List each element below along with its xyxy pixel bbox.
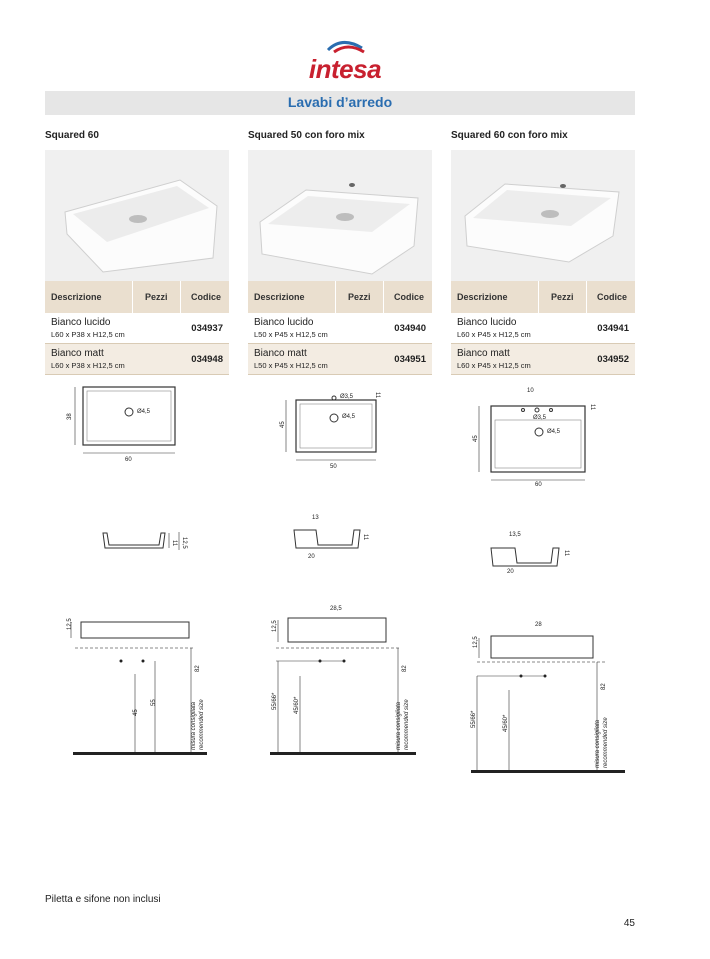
note-it: misura consigliata [595,719,601,768]
product-table [451,281,635,375]
install-top-label: 12,5 [272,620,278,632]
note-en: recommended size [603,717,609,768]
plan-view [280,392,380,470]
depth-label: 38 [67,413,73,420]
install-view [67,618,207,755]
top-width-label: 10 [527,388,534,394]
h2-label: 55/66* [272,692,278,710]
product-code: 034941 [597,323,629,334]
header-code: Codice [394,292,425,302]
tap-offset-label: 11 [374,392,380,399]
rim-label: 11 [362,534,368,541]
note-it: misura consigliata [191,701,197,750]
depth-label: 45 [473,435,479,442]
install-view [471,622,625,773]
header-pieces: Pezzi [551,292,574,302]
product-column-2 [248,130,432,370]
note-en: recommended size [199,699,205,750]
depth-label: 45 [280,421,286,428]
product-code: 034940 [394,323,426,334]
h3-label: 45/60* [294,696,300,714]
product-title: Squared 60 con foro mix [451,130,568,141]
technical-drawings-3 [451,380,641,780]
logo-wave-icon [300,36,390,56]
finish-name: Bianco matt [457,348,510,359]
side-bottom-label: 20 [507,569,514,575]
section-banner [45,91,635,115]
page-title: Lavabi d’arredo [287,94,393,110]
product-photo [451,150,635,281]
side-bottom-label: 20 [308,554,315,560]
hole-label: Ø4,5 [547,429,561,435]
table-header [45,281,229,313]
rim-label: 11 [563,550,569,557]
tap-offset-label: 11 [589,404,595,411]
install-view [270,606,416,755]
product-code: 034952 [597,354,629,365]
finish-name: Bianco lucido [457,317,517,328]
table-row [45,313,229,344]
width-label: 60 [125,457,132,463]
h1-label: 82 [195,665,201,672]
product-code: 034937 [191,323,223,334]
table-row [451,344,635,375]
side-view [103,532,187,550]
basin-image [451,150,635,281]
basin-image [248,150,432,281]
brand-logo [300,36,390,84]
dimensions: L60 x P38 x H12,5 cm [51,361,125,370]
footer-note: Piletta e sifone non inclusi [45,894,161,905]
height-label: 12,5 [181,537,187,549]
header-description: Descrizione [457,292,508,302]
technical-drawings-2 [248,380,438,780]
side-top-label: 13 [312,515,319,521]
h2-label: 55 [151,699,157,706]
product-table [45,281,229,375]
side-view [491,532,569,575]
side-view [294,515,368,560]
technical-drawings-1 [45,380,235,780]
finish-name: Bianco lucido [51,317,111,328]
h1-label: 82 [402,665,408,672]
install-top-label: 12,5 [473,636,479,648]
product-code: 034948 [191,354,223,365]
hole-label: Ø4,5 [342,414,356,420]
dimensions: L60 x P45 x H12,5 cm [457,330,531,339]
page-number: 45 [623,918,635,929]
install-top-label: 12,5 [67,618,73,630]
table-header [248,281,432,313]
table-row [248,313,432,344]
product-title: Squared 50 con foro mix [248,130,365,141]
h3-label: 45 [133,709,139,716]
product-photo [248,150,432,281]
h2-label: 55/66* [471,710,477,728]
dimensions: L60 x P38 x H12,5 cm [51,330,125,339]
h3-label: 45/60* [503,714,509,732]
header-description: Descrizione [51,292,102,302]
rim-label: 11 [171,540,177,547]
span-label: 28 [535,622,542,628]
product-title: Squared 60 [45,130,99,141]
finish-name: Bianco lucido [254,317,314,328]
dimensions: L60 x P45 x H12,5 cm [457,361,531,370]
header-pieces: Pezzi [145,292,168,302]
table-row [45,344,229,375]
finish-name: Bianco matt [254,348,307,359]
plan-view [67,387,175,463]
product-photo [45,150,229,281]
dimensions: L50 x P45 x H12,5 cm [254,361,328,370]
basin-image [45,150,229,281]
header-code: Codice [597,292,628,302]
product-column-1 [45,130,229,370]
tap-label: Ø3,5 [533,415,547,421]
product-code: 034951 [394,354,426,365]
finish-name: Bianco matt [51,348,104,359]
table-header [451,281,635,313]
note-it: misura consigliata [396,701,402,750]
plan-view [473,388,595,488]
side-top-label: 13,5 [509,532,521,538]
product-table [248,281,432,375]
hole-label: Ø4,5 [137,409,151,415]
header-pieces: Pezzi [348,292,371,302]
dimensions: L50 x P45 x H12,5 cm [254,330,328,339]
table-row [248,344,432,375]
header-code: Codice [191,292,222,302]
note-en: recommended size [404,699,410,750]
tap-label: Ø3,5 [340,394,354,400]
width-label: 60 [535,482,542,488]
width-label: 50 [330,464,337,470]
h1-label: 82 [601,683,607,690]
table-row [451,313,635,344]
brand-name: intesa [308,54,382,84]
span-label: 28,5 [330,606,342,612]
header-description: Descrizione [254,292,305,302]
product-column-3 [451,130,635,370]
